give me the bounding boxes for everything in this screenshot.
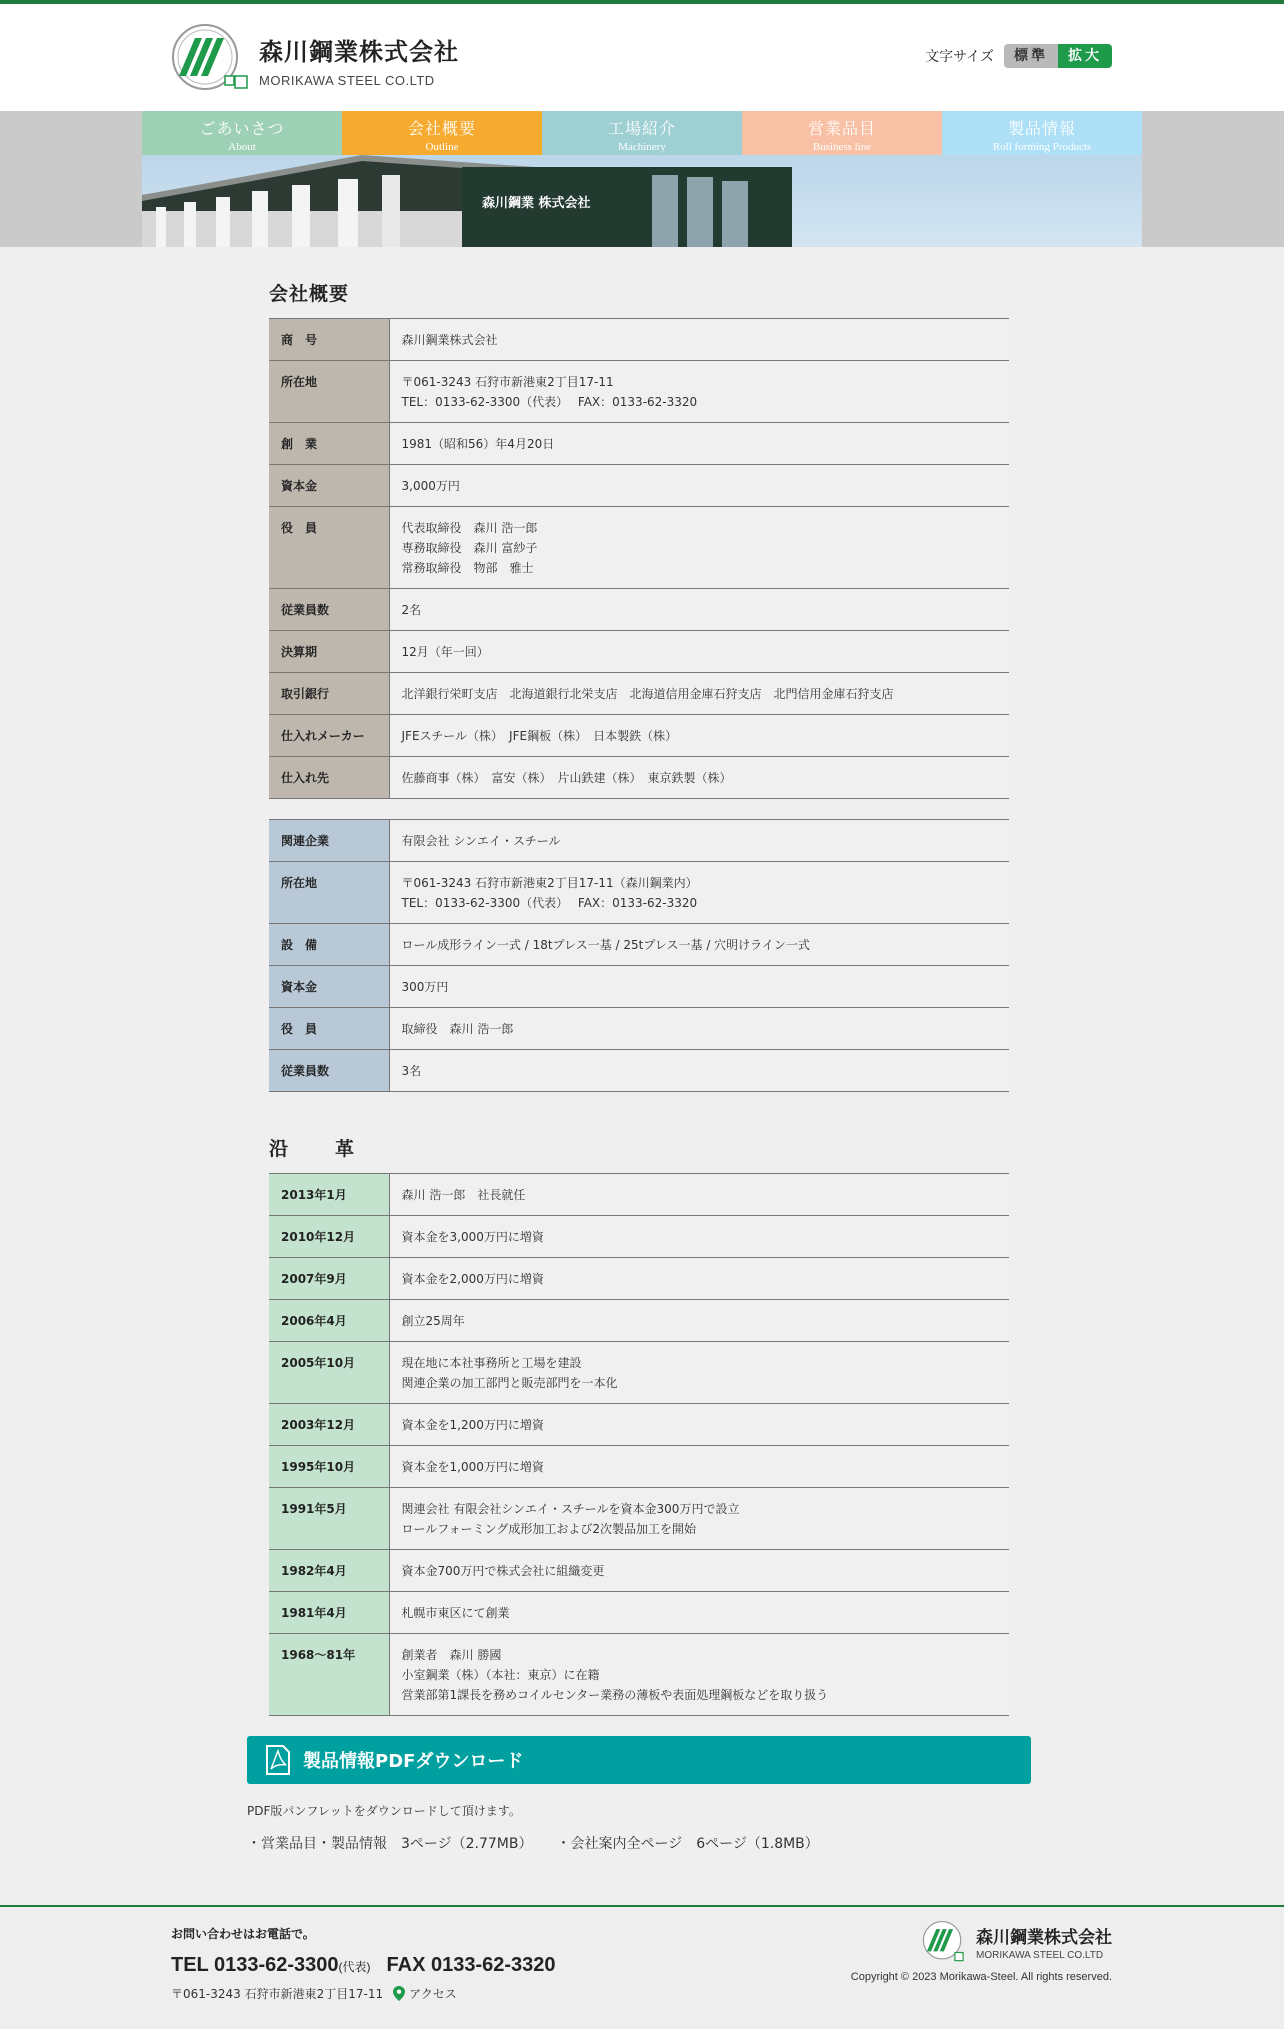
row-value-line: 2名: [401, 603, 422, 617]
row-label: 1982年4月: [269, 1550, 389, 1592]
row-value-line: 森川 浩一郎 社長就任: [401, 1188, 526, 1202]
footer-inquiry-text: お問い合わせはお電話で。: [171, 1927, 315, 1941]
row-value-line: 小室鋼業（株）（本社：東京）に在籍: [401, 1668, 600, 1682]
pdf-description: PDF版パンフレットをダウンロードして頂けます。: [247, 1804, 521, 1818]
row-value-line: TEL：0133-62-3300（代表） FAX：0133-62-3320: [401, 395, 698, 409]
company-info-row: [269, 757, 1009, 799]
hero-banner: [0, 111, 1284, 247]
row-value-line: JFEスチール（株） JFE鋼板（株） 日本製鉄（株）: [401, 729, 678, 743]
row-label: 商 号: [269, 319, 389, 361]
row-label: 所在地: [269, 862, 389, 924]
row-value: [389, 1050, 1009, 1092]
row-value-line: 関連企業の加工部門と販売部門を一本化: [401, 1376, 618, 1390]
row-value: [389, 507, 1009, 589]
row-value-line: 1981（昭和56）年4月20日: [401, 437, 555, 451]
site-logo[interactable]: [171, 24, 459, 96]
row-value-line: 営業部第1課長を務めコイルセンター業務の薄板や表面処理鋼板などを取り扱う: [401, 1688, 829, 1702]
row-value: [389, 1174, 1009, 1216]
history-row: [269, 1300, 1009, 1342]
pdf-icon: [265, 1745, 291, 1775]
row-value-line: 関連会社 有限会社シンエイ・スチールを資本金300万円で設立: [401, 1502, 740, 1516]
related-company-table: [269, 819, 1009, 1092]
row-value: [389, 1488, 1009, 1550]
row-value: [389, 1342, 1009, 1404]
related-company-row: [269, 862, 1009, 924]
footer-address: 〒061-3243 石狩市新港東2丁目17-11: [171, 1987, 384, 2001]
history-row: [269, 1404, 1009, 1446]
site-header: [0, 4, 1284, 111]
row-value: [389, 1404, 1009, 1446]
related-company-row: [269, 1008, 1009, 1050]
row-value-line: 資本金を1,000万円に増資: [401, 1460, 544, 1474]
footer-fax: FAX 0133-62-3320: [386, 1954, 556, 1976]
row-value: [389, 820, 1009, 862]
row-value: [389, 1592, 1009, 1634]
row-value-line: ロールフォーミング成形加工および2次製品加工を開始: [401, 1522, 697, 1536]
row-label: 2013年1月: [269, 1174, 389, 1216]
row-label: 従業員数: [269, 1050, 389, 1092]
history-row: [269, 1550, 1009, 1592]
nav-item-machinery[interactable]: 工場紹介 Machinery: [542, 111, 742, 155]
row-label: 設 備: [269, 924, 389, 966]
nav-item-business-line[interactable]: 営業品目 Business line: [742, 111, 942, 155]
company-info-row: [269, 673, 1009, 715]
footer-access-link[interactable]: [393, 1985, 457, 2002]
pdf-download-title: 製品情報PDFダウンロード: [303, 1751, 524, 1772]
footer-tel-note: (代表): [338, 1960, 371, 1974]
row-value-line: 〒061-3243 石狩市新港東2丁目17-11: [401, 375, 614, 389]
row-label: 役 員: [269, 507, 389, 589]
row-label: 1968〜81年: [269, 1634, 389, 1716]
row-value-line: 創立25周年: [401, 1314, 465, 1328]
row-value: [389, 1300, 1009, 1342]
row-value: [389, 631, 1009, 673]
row-value-line: 3名: [401, 1064, 422, 1078]
nav-item-products[interactable]: 製品情報 Roll forming Products: [942, 111, 1142, 155]
footer-logo[interactable]: [851, 1921, 1112, 1963]
row-value-line: ロール成形ライン一式 / 18tプレス一基 / 25tプレス一基 / 穴明けライン一式: [401, 938, 810, 952]
main-nav: [142, 111, 1142, 155]
site-footer: [0, 1905, 1284, 2029]
row-label: 2007年9月: [269, 1258, 389, 1300]
map-pin-icon: [393, 1986, 405, 2001]
row-value-line: 現在地に本社事務所と工場を建設: [401, 1356, 582, 1370]
row-value: [389, 1216, 1009, 1258]
row-value-line: 資本金を2,000万円に増資: [401, 1272, 544, 1286]
font-size-switcher: [925, 44, 1112, 68]
history-row: [269, 1174, 1009, 1216]
company-info-row: [269, 589, 1009, 631]
related-company-row: [269, 966, 1009, 1008]
row-value: [389, 589, 1009, 631]
nav-item-about[interactable]: ごあいさつ About: [142, 111, 342, 155]
logo-mark-icon: [171, 24, 249, 96]
row-value-line: 専務取締役 森川 富紗子: [401, 541, 538, 555]
pdf-download-header: [247, 1736, 1031, 1784]
row-value: [389, 423, 1009, 465]
row-value-line: 12月（年一回）: [401, 645, 489, 659]
row-label: 資本金: [269, 465, 389, 507]
row-value: [389, 673, 1009, 715]
row-value-line: 資本金を1,200万円に増資: [401, 1418, 544, 1432]
row-value-line: 森川鋼業株式会社: [401, 333, 498, 347]
row-value: [389, 966, 1009, 1008]
row-value: [389, 465, 1009, 507]
pdf-download-section: [247, 1736, 1031, 1853]
row-value: [389, 361, 1009, 423]
row-value-line: 3,000万円: [401, 479, 460, 493]
company-info-table: [269, 318, 1009, 799]
history-row: [269, 1446, 1009, 1488]
row-value-line: 資本金700万円で株式会社に組織変更: [401, 1564, 605, 1578]
footer-tel[interactable]: TEL 0133-62-3300: [171, 1954, 339, 1976]
font-size-large-button[interactable]: 拡大: [1058, 44, 1112, 68]
company-info-row: [269, 361, 1009, 423]
row-value: [389, 319, 1009, 361]
row-value: [389, 1008, 1009, 1050]
history-row: [269, 1342, 1009, 1404]
row-value: [389, 1446, 1009, 1488]
company-info-row: [269, 507, 1009, 589]
row-label: 創 業: [269, 423, 389, 465]
footer-access-label: アクセス: [409, 1987, 457, 2001]
history-row: [269, 1592, 1009, 1634]
main-content: [269, 247, 1009, 1716]
outline-title: 会社概要: [269, 283, 350, 305]
row-value-line: 代表取締役 森川 浩一郎: [401, 521, 538, 535]
font-size-label: 文字サイズ: [925, 49, 994, 65]
row-value: [389, 757, 1009, 799]
history-row: [269, 1488, 1009, 1550]
row-label: 所在地: [269, 361, 389, 423]
row-label: 仕入れ先: [269, 757, 389, 799]
copyright: Copyright © 2023 Morikawa-Steel. All rights reserved.: [850, 1971, 1112, 1983]
history-row: [269, 1258, 1009, 1300]
font-size-standard-button[interactable]: 標準: [1004, 44, 1058, 68]
history-table: [269, 1173, 1009, 1716]
logo-name-en: MORIKAWA STEEL CO.LTD: [259, 73, 435, 88]
factory-photo: [142, 155, 1142, 247]
row-value: [389, 1550, 1009, 1592]
row-value-line: 札幌市東区にて創業: [401, 1606, 510, 1620]
footer-logo-jp: 森川鋼業株式会社: [976, 1928, 1112, 1948]
row-label: 従業員数: [269, 589, 389, 631]
row-value-line: 〒061-3243 石狩市新港東2丁目17-11（森川鋼業内）: [401, 876, 698, 890]
row-label: 1981年4月: [269, 1592, 389, 1634]
nav-item-outline[interactable]: 会社概要 Outline: [342, 111, 542, 155]
history-title: 沿 革: [269, 1138, 369, 1160]
company-info-row: [269, 319, 1009, 361]
footer-logo-mark-icon: [922, 1921, 968, 1963]
related-company-row: [269, 1050, 1009, 1092]
building-sign: 森川鋼業 株式会社: [482, 196, 591, 211]
row-value-line: 創業者 森川 勝國: [401, 1648, 502, 1662]
row-label: 取引銀行: [269, 673, 389, 715]
row-label: 役 員: [269, 1008, 389, 1050]
row-label: 関連企業: [269, 820, 389, 862]
row-value-line: 取締役 森川 浩一郎: [401, 1022, 514, 1036]
row-label: 2010年12月: [269, 1216, 389, 1258]
related-company-row: [269, 924, 1009, 966]
row-value-line: 有限会社 シンエイ・スチール: [401, 834, 561, 848]
row-value-line: 北洋銀行栄町支店 北海道銀行北栄支店 北海道信用金庫石狩支店 北門信用金庫石狩支店: [401, 687, 894, 701]
history-row: [269, 1634, 1009, 1716]
row-label: 仕入れメーカー: [269, 715, 389, 757]
row-label: 1991年5月: [269, 1488, 389, 1550]
row-value: [389, 924, 1009, 966]
row-value-line: TEL：0133-62-3300（代表） FAX：0133-62-3320: [401, 896, 698, 910]
related-company-row: [269, 820, 1009, 862]
row-value: [389, 1634, 1009, 1716]
pdf-link-company[interactable]: ・会社案内全ページ 6ページ（1.8MB）: [556, 1836, 819, 1852]
row-value-line: 資本金を3,000万円に増資: [401, 1230, 544, 1244]
row-label: 資本金: [269, 966, 389, 1008]
history-row: [269, 1216, 1009, 1258]
row-label: 決算期: [269, 631, 389, 673]
row-value-line: 300万円: [401, 980, 449, 994]
row-value-line: 常務取締役 物部 雅士: [401, 561, 534, 575]
row-label: 2005年10月: [269, 1342, 389, 1404]
company-info-row: [269, 631, 1009, 673]
row-value: [389, 862, 1009, 924]
company-info-row: [269, 423, 1009, 465]
row-value: [389, 715, 1009, 757]
row-label: 1995年10月: [269, 1446, 389, 1488]
row-label: 2003年12月: [269, 1404, 389, 1446]
company-info-row: [269, 465, 1009, 507]
logo-name-jp: 森川鋼業株式会社: [259, 38, 459, 66]
pdf-link-products[interactable]: ・営業品目・製品情報 3ページ（2.77MB）: [247, 1836, 533, 1852]
row-value: [389, 1258, 1009, 1300]
footer-logo-en: MORIKAWA STEEL CO.LTD: [976, 1950, 1104, 1961]
company-info-row: [269, 715, 1009, 757]
row-label: 2006年4月: [269, 1300, 389, 1342]
row-value-line: 佐藤商事（株） 富安（株） 片山鉄建（株） 東京鉄製（株）: [401, 771, 732, 785]
